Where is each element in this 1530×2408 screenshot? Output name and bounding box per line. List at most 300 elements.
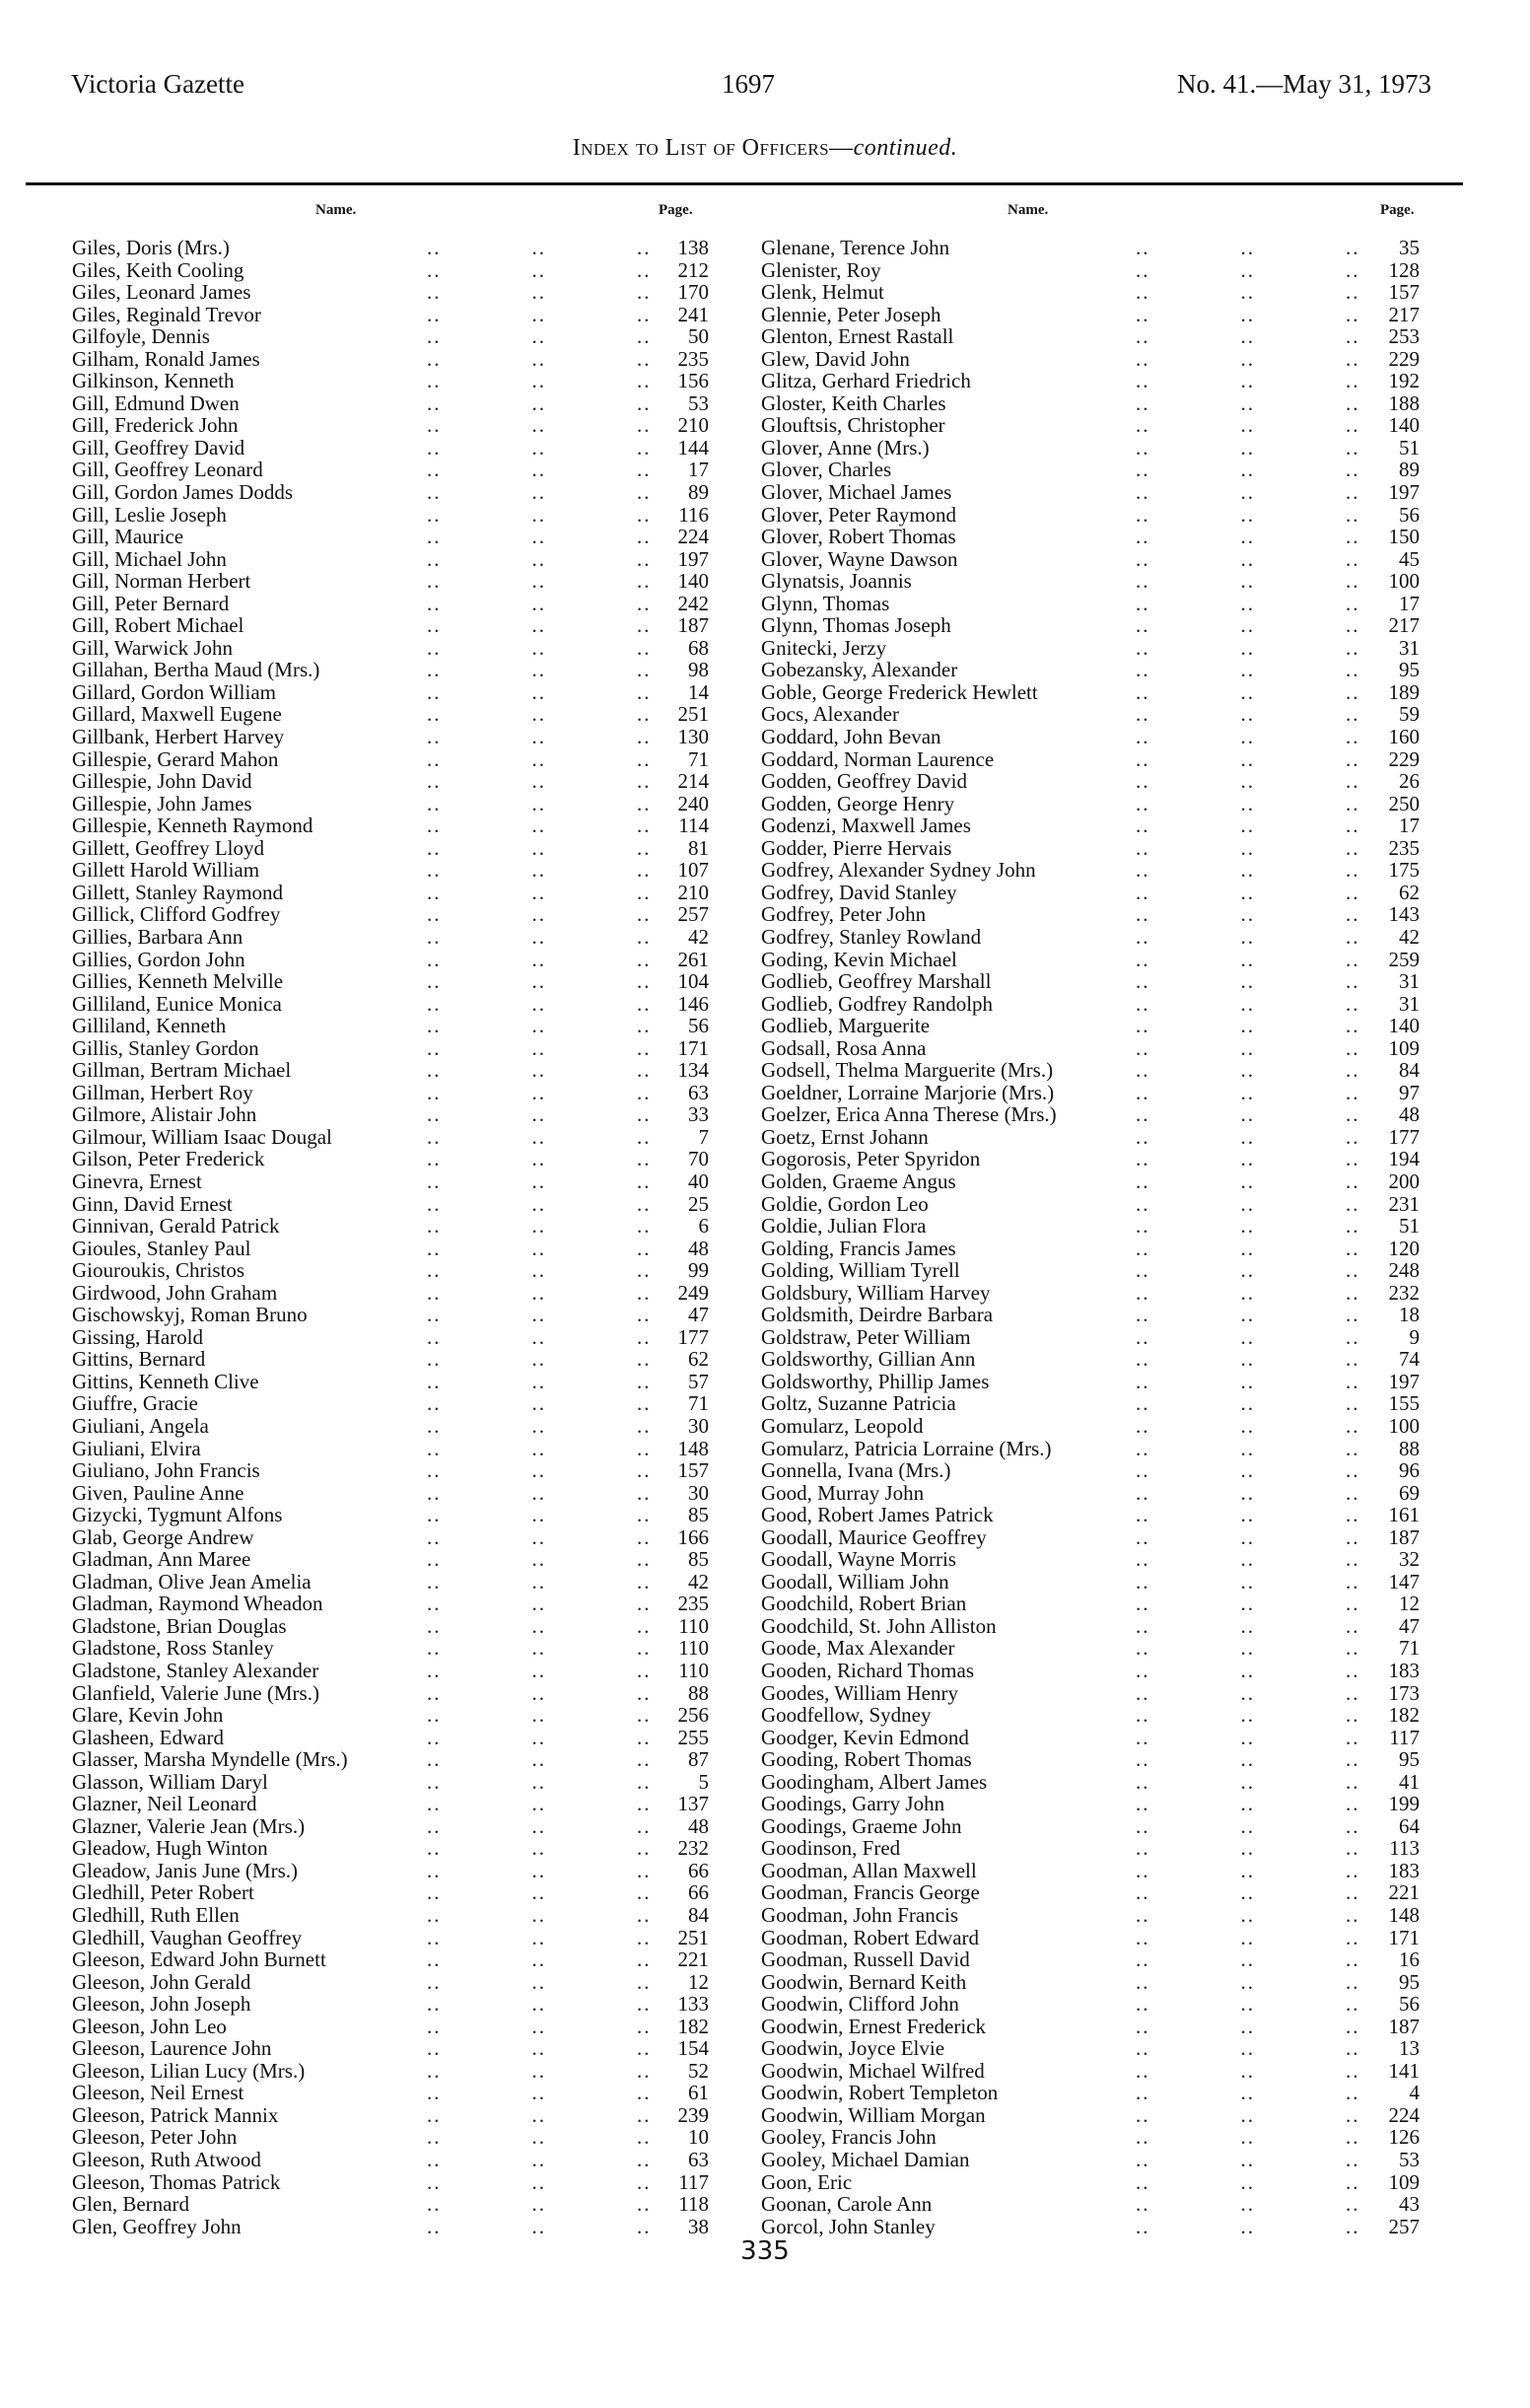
entry-page: 66	[688, 1880, 709, 1905]
entry-page: 197	[677, 546, 709, 571]
entry-name: Ginevra, Ernest	[72, 1169, 202, 1193]
entry-name: Goodall, Maurice Geoffrey	[761, 1524, 987, 1549]
dot-leader: .. .. ..	[427, 746, 652, 771]
index-entry	[761, 1392, 1420, 1415]
entry-name: Gleeson, Neil Ernest	[72, 2081, 244, 2105]
entry-name: Good, Murray John	[761, 1480, 925, 1505]
entry-page: 33	[688, 1102, 709, 1127]
dot-leader: .. .. ..	[1136, 1747, 1360, 1772]
entry-page: 4	[1409, 2081, 1420, 2105]
index-entry	[72, 2016, 709, 2038]
entry-page: 177	[1388, 1124, 1420, 1149]
dot-leader: .. .. ..	[1136, 1169, 1360, 1193]
entry-page: 14	[688, 679, 709, 704]
entry-page: 188	[1388, 390, 1420, 415]
dot-leader: .. .. ..	[427, 435, 652, 460]
index-entry	[72, 993, 709, 1016]
entry-name: Ginnivan, Gerald Patrick	[72, 1214, 280, 1239]
index-entry	[761, 1727, 1420, 1749]
index-entry	[761, 1415, 1420, 1438]
dot-leader: .. .. ..	[427, 1992, 652, 2017]
entry-page: 126	[1388, 2125, 1420, 2150]
entry-page: 42	[1399, 924, 1420, 949]
index-entry	[72, 637, 709, 660]
index-entry	[761, 1793, 1420, 1815]
dot-leader: .. .. ..	[427, 635, 652, 660]
index-entry	[761, 370, 1420, 392]
index-entry	[72, 1438, 709, 1460]
index-entry	[761, 481, 1420, 504]
entry-name: Godden, Geoffrey David	[761, 769, 967, 794]
entry-name: Gladman, Ann Maree	[72, 1547, 251, 1572]
dot-leader: .. .. ..	[427, 1636, 652, 1661]
entry-name: Gillick, Clifford Godfrey	[72, 902, 281, 927]
dot-leader: .. .. ..	[427, 702, 652, 727]
entry-page: 48	[688, 1813, 709, 1838]
index-entry	[761, 504, 1420, 527]
dot-leader: .. .. ..	[1136, 769, 1360, 794]
dot-leader: .. .. ..	[1136, 1058, 1360, 1083]
entry-page: 161	[1388, 1503, 1420, 1527]
index-entry	[72, 814, 709, 837]
dot-leader: .. .. ..	[427, 835, 652, 860]
entry-name: Goodwin, Bernard Keith	[761, 1969, 967, 1994]
dot-leader: .. .. ..	[427, 880, 652, 904]
entry-name: Giles, Leonard James	[72, 280, 251, 305]
index-entry	[761, 970, 1420, 993]
entry-page: 48	[688, 1236, 709, 1260]
entry-name: Gill, Norman Herbert	[72, 569, 251, 594]
entry-page: 144	[677, 435, 709, 460]
entry-name: Glover, Peter Raymond	[761, 502, 957, 527]
dot-leader: .. .. ..	[1136, 1969, 1360, 1994]
entry-name: Glitza, Gerhard Friedrich	[761, 369, 971, 393]
dot-leader: .. .. ..	[1136, 2125, 1360, 2150]
entry-page: 69	[1399, 1480, 1420, 1505]
section-title-suffix: continued.	[853, 135, 958, 161]
index-entry	[761, 1148, 1420, 1170]
index-entry	[761, 1326, 1420, 1349]
index-entry	[761, 548, 1420, 571]
entry-page: 134	[677, 1058, 709, 1083]
entry-page: 120	[1388, 1236, 1420, 1260]
dot-leader: .. .. ..	[427, 569, 652, 594]
left-name-header: Name.	[315, 202, 357, 218]
entry-page: 251	[677, 702, 709, 727]
entry-name: Gogorosis, Peter Spyridon	[761, 1147, 981, 1171]
dot-leader: .. .. ..	[1136, 1147, 1360, 1171]
index-entry	[72, 1948, 709, 1971]
dot-leader: .. .. ..	[1136, 236, 1360, 259]
dot-leader: .. .. ..	[1136, 1813, 1360, 1838]
dot-leader: .. .. ..	[427, 1436, 652, 1460]
index-entry	[72, 1059, 709, 1082]
entry-name: Goodingham, Albert James	[761, 1769, 988, 1794]
entry-page: 210	[677, 880, 709, 904]
dot-leader: .. .. ..	[1136, 1258, 1360, 1283]
index-entry	[72, 903, 709, 926]
index-entry	[72, 2126, 709, 2149]
entry-name: Glouftsis, Christopher	[761, 413, 945, 438]
entry-page: 109	[1388, 2169, 1420, 2194]
entry-name: Gill, Geoffrey Leonard	[72, 458, 263, 482]
dot-leader: .. .. ..	[427, 2125, 652, 2150]
entry-page: 7	[698, 1124, 709, 1149]
entry-name: Gledhill, Vaughan Geoffrey	[72, 1925, 303, 1949]
entry-name: Godenzi, Maxwell James	[761, 814, 971, 838]
entry-name: Godfrey, David Stanley	[761, 880, 957, 904]
index-entry	[72, 1881, 709, 1904]
dot-leader: .. .. ..	[1136, 835, 1360, 860]
entry-name: Gilmour, William Isaac Dougal	[72, 1124, 332, 1149]
dot-leader: .. .. ..	[1136, 1858, 1360, 1882]
entry-name: Gittins, Kenneth Clive	[72, 1369, 259, 1393]
index-entry	[761, 1548, 1420, 1571]
entry-page: 157	[1388, 280, 1420, 305]
entry-page: 249	[677, 1280, 709, 1305]
entry-page: 231	[1388, 1191, 1420, 1216]
entry-name: Glazner, Neil Leonard	[72, 1792, 257, 1816]
index-entry	[761, 1282, 1420, 1305]
entry-page: 150	[1388, 525, 1420, 549]
entry-name: Goodings, Graeme John	[761, 1813, 962, 1838]
entry-page: 97	[1399, 1080, 1420, 1104]
index-entry	[761, 437, 1420, 460]
index-entry	[761, 1860, 1420, 1882]
entry-page: 70	[688, 1147, 709, 1171]
entry-name: Golding, William Tyrell	[761, 1258, 960, 1283]
dot-leader: .. .. ..	[1136, 2192, 1360, 2217]
dot-leader: .. .. ..	[1136, 1703, 1360, 1728]
entry-page: 255	[677, 1725, 709, 1749]
dot-leader: .. .. ..	[1136, 324, 1360, 349]
dot-leader: .. .. ..	[427, 1214, 652, 1239]
index-entry	[761, 526, 1420, 548]
entry-name: Gillett Harold William	[72, 858, 260, 883]
index-entry	[761, 1526, 1420, 1549]
entry-name: Gillespie, John David	[72, 769, 252, 794]
index-entry	[761, 1037, 1420, 1060]
index-entry	[761, 2016, 1420, 2038]
index-entry	[72, 237, 709, 259]
entry-name: Gill, Robert Michael	[72, 613, 244, 638]
index-entry	[72, 1015, 709, 1037]
dot-leader: .. .. ..	[1136, 1880, 1360, 1905]
entry-name: Giles, Doris (Mrs.)	[72, 236, 230, 259]
entry-name: Godder, Pierre Hervais	[761, 835, 952, 860]
entry-page: 140	[1388, 413, 1420, 438]
entry-name: Gorcol, John Stanley	[761, 2214, 936, 2238]
entry-page: 171	[1388, 1925, 1420, 1949]
entry-page: 85	[688, 1503, 709, 1527]
index-entry	[72, 1348, 709, 1371]
entry-page: 140	[677, 569, 709, 594]
dot-leader: .. .. ..	[427, 390, 652, 415]
entry-name: Gomularz, Leopold	[761, 1413, 924, 1438]
dot-leader: .. .. ..	[427, 480, 652, 505]
entry-name: Glynatsis, Joannis	[761, 569, 912, 594]
entry-page: 140	[1388, 1014, 1420, 1038]
entry-page: 31	[1399, 991, 1420, 1016]
dot-leader: .. .. ..	[1136, 991, 1360, 1016]
entry-name: Gill, Leslie Joseph	[72, 502, 227, 527]
entry-page: 183	[1388, 1858, 1420, 1882]
dot-leader: .. .. ..	[1136, 1925, 1360, 1949]
issue-date: No. 41.—May 31, 1973	[1177, 69, 1431, 99]
index-entry	[761, 1971, 1420, 1994]
dot-leader: .. .. ..	[427, 2192, 652, 2217]
entry-page: 248	[1388, 1258, 1420, 1283]
dot-leader: .. .. ..	[427, 1347, 652, 1372]
entry-name: Gleadow, Janis June (Mrs.)	[72, 1858, 299, 1882]
dot-leader: .. .. ..	[427, 1903, 652, 1928]
dot-leader: .. .. ..	[1136, 1524, 1360, 1549]
dot-leader: .. .. ..	[427, 658, 652, 682]
entry-name: Golden, Graeme Angus	[761, 1169, 956, 1193]
entry-page: 16	[1399, 1948, 1420, 1972]
dot-leader: .. .. ..	[427, 2036, 652, 2061]
index-entry	[761, 770, 1420, 793]
entry-name: Gooden, Richard Thomas	[761, 1659, 974, 1682]
dot-leader: .. .. ..	[427, 2081, 652, 2105]
entry-name: Glynn, Thomas Joseph	[761, 613, 951, 638]
index-entry	[761, 748, 1420, 771]
entry-name: Goodwin, William Morgan	[761, 2102, 986, 2127]
entry-name: Glover, Charles	[761, 458, 892, 482]
entry-page: 87	[688, 1747, 709, 1772]
index-entry	[761, 1682, 1420, 1705]
dot-leader: .. .. ..	[1136, 1191, 1360, 1216]
entry-name: Goodchild, St. John Alliston	[761, 1613, 997, 1638]
entry-name: Gillett, Geoffrey Lloyd	[72, 835, 264, 860]
index-entry	[72, 1837, 709, 1860]
entry-name: Gill, Edmund Dwen	[72, 390, 240, 415]
entry-name: Glenton, Ernest Rastall	[761, 324, 954, 349]
entry-name: Goodman, Allan Maxwell	[761, 1858, 977, 1882]
entry-page: 229	[1388, 346, 1420, 371]
page-header	[71, 69, 1431, 108]
entry-page: 17	[1399, 814, 1420, 838]
entry-page: 71	[688, 746, 709, 771]
entry-name: Goodwin, Robert Templeton	[761, 2081, 999, 2105]
dot-leader: .. .. ..	[427, 1703, 652, 1728]
index-entry	[72, 1727, 709, 1749]
dot-leader: .. .. ..	[1136, 346, 1360, 371]
entry-page: 242	[677, 591, 709, 615]
index-entry	[72, 481, 709, 504]
index-entry	[72, 1615, 709, 1638]
entry-name: Goodings, Garry John	[761, 1792, 945, 1816]
entry-name: Glynn, Thomas	[761, 591, 890, 615]
dot-leader: .. .. ..	[1136, 302, 1360, 326]
entry-page: 214	[677, 769, 709, 794]
dot-leader: .. .. ..	[1136, 1769, 1360, 1794]
index-entry	[72, 1371, 709, 1393]
right-page-header: Page.	[1380, 202, 1415, 218]
dot-leader: .. .. ..	[1136, 947, 1360, 971]
dot-leader: .. .. ..	[427, 1769, 652, 1794]
entry-name: Goodman, Francis George	[761, 1880, 980, 1905]
entry-name: Godlieb, Geoffrey Marshall	[761, 969, 992, 994]
dot-leader: .. .. ..	[1136, 1369, 1360, 1393]
entry-page: 128	[1388, 257, 1420, 282]
dot-leader: .. .. ..	[1136, 1413, 1360, 1438]
dot-leader: .. .. ..	[427, 1792, 652, 1816]
index-entry	[761, 637, 1420, 660]
entry-page: 17	[688, 458, 709, 482]
dot-leader: .. .. ..	[1136, 1792, 1360, 1816]
entry-name: Goldsworthy, Gillian Ann	[761, 1347, 976, 1372]
dot-leader: .. .. ..	[427, 1102, 652, 1127]
dot-leader: .. .. ..	[427, 1747, 652, 1772]
index-entry	[72, 1215, 709, 1238]
dot-leader: .. .. ..	[1136, 1592, 1360, 1616]
entry-page: 257	[677, 902, 709, 927]
entry-name: Gillies, Gordon John	[72, 947, 245, 971]
index-entry	[761, 1371, 1420, 1393]
entry-name: Gnitecki, Jerzy	[761, 635, 887, 660]
entry-name: Goldsmith, Deirdre Barbara	[761, 1303, 994, 1327]
entry-name: Goodwin, Clifford John	[761, 1992, 959, 2017]
dot-leader: .. .. ..	[427, 2014, 652, 2038]
entry-page: 71	[1399, 1636, 1420, 1661]
entry-page: 116	[678, 502, 709, 527]
index-entry	[72, 770, 709, 793]
dot-leader: .. .. ..	[1136, 725, 1360, 749]
index-entry	[761, 1993, 1420, 2016]
index-entry	[761, 1126, 1420, 1149]
dot-leader: .. .. ..	[1136, 2058, 1360, 2083]
dot-leader: .. .. ..	[1136, 924, 1360, 949]
dot-leader: .. .. ..	[427, 1124, 652, 1149]
dot-leader: .. .. ..	[427, 1569, 652, 1594]
entry-page: 200	[1388, 1169, 1420, 1193]
entry-name: Goode, Max Alexander	[761, 1636, 955, 1661]
dot-leader: .. .. ..	[427, 947, 652, 971]
index-entry	[761, 1904, 1420, 1927]
index-entry	[761, 1238, 1420, 1260]
entry-name: Goodes, William Henry	[761, 1680, 958, 1705]
dot-leader: .. .. ..	[427, 902, 652, 927]
index-entry	[761, 814, 1420, 837]
index-entry	[72, 1571, 709, 1594]
entry-name: Glover, Michael James	[761, 480, 952, 505]
entry-name: Gillbank, Herbert Harvey	[72, 725, 285, 749]
index-entry	[761, 2126, 1420, 2149]
dot-leader: .. .. ..	[1136, 413, 1360, 438]
index-entry	[72, 1148, 709, 1170]
index-entry	[72, 1282, 709, 1305]
dot-leader: .. .. ..	[1136, 1503, 1360, 1527]
index-entry	[761, 1459, 1420, 1482]
entry-name: Gill, Michael John	[72, 546, 227, 571]
entry-name: Gill, Warwick John	[72, 635, 233, 660]
entry-name: Gill, Frederick John	[72, 413, 239, 438]
section-title	[0, 135, 1530, 162]
entry-name: Glab, George Andrew	[72, 1524, 254, 1549]
index-entry	[761, 1438, 1420, 1460]
entry-name: Gillis, Stanley Gordon	[72, 1035, 259, 1060]
entry-name: Glen, Bernard	[72, 2192, 189, 2217]
index-entry	[72, 1259, 709, 1282]
entry-name: Gledhill, Ruth Ellen	[72, 1903, 240, 1928]
dot-leader: .. .. ..	[1136, 1948, 1360, 1972]
entry-page: 192	[1388, 369, 1420, 393]
index-entry	[761, 2193, 1420, 2216]
entry-name: Goeldner, Lorraine Marjorie (Mrs.)	[761, 1080, 1055, 1104]
entry-page: 143	[1388, 902, 1420, 927]
entry-page: 137	[677, 1792, 709, 1816]
entry-name: Gleeson, Ruth Atwood	[72, 2148, 261, 2172]
entry-name: Goodwin, Michael Wilfred	[761, 2058, 985, 2083]
index-entry	[761, 2104, 1420, 2127]
dot-leader: .. .. ..	[427, 1858, 652, 1882]
entry-page: 74	[1399, 1347, 1420, 1372]
dot-leader: .. .. ..	[427, 1948, 652, 1972]
publication-name: Victoria Gazette	[71, 69, 245, 99]
dot-leader: .. .. ..	[427, 725, 652, 749]
index-entry	[72, 1971, 709, 1994]
entry-page: 95	[1399, 658, 1420, 682]
entry-page: 194	[1388, 1147, 1420, 1171]
index-entry	[761, 1615, 1420, 1638]
dot-leader: .. .. ..	[427, 1258, 652, 1283]
index-entry	[72, 1860, 709, 1882]
index-entry	[761, 837, 1420, 860]
entry-page: 224	[677, 525, 709, 549]
dot-leader: .. .. ..	[427, 1524, 652, 1549]
dot-leader: .. .. ..	[1136, 257, 1360, 282]
dot-leader: .. .. ..	[427, 1169, 652, 1193]
entry-name: Goelzer, Erica Anna Therese (Mrs.)	[761, 1102, 1057, 1127]
dot-leader: .. .. ..	[1136, 1303, 1360, 1327]
dot-leader: .. .. ..	[427, 2148, 652, 2172]
entry-page: 71	[688, 1391, 709, 1416]
entry-page: 229	[1388, 746, 1420, 771]
index-entry	[72, 570, 709, 593]
entry-page: 224	[1388, 2102, 1420, 2127]
index-entry	[72, 681, 709, 704]
entry-page: 41	[1399, 1769, 1420, 1794]
entry-page: 117	[678, 2169, 709, 2194]
index-entry	[72, 1548, 709, 1571]
entry-page: 47	[688, 1303, 709, 1327]
dot-leader: .. .. ..	[1136, 1725, 1360, 1749]
entry-page: 171	[677, 1035, 709, 1060]
dot-leader: .. .. ..	[1136, 1236, 1360, 1260]
dot-leader: .. .. ..	[427, 1413, 652, 1438]
entry-name: Giuffre, Gracie	[72, 1391, 198, 1416]
entry-page: 53	[1399, 2148, 1420, 2172]
index-entry	[72, 1748, 709, 1771]
entry-page: 43	[1399, 2192, 1420, 2217]
dot-leader: .. .. ..	[1136, 1836, 1360, 1861]
index-entry	[72, 526, 709, 548]
index-entry	[72, 1193, 709, 1216]
entry-name: Goldie, Julian Flora	[761, 1214, 927, 1239]
index-entry	[761, 859, 1420, 882]
entry-name: Gleeson, John Leo	[72, 2014, 227, 2038]
index-entry	[761, 2216, 1420, 2238]
entry-name: Giles, Keith Cooling	[72, 257, 244, 282]
entry-page: 177	[677, 1324, 709, 1349]
entry-name: Gillard, Gordon William	[72, 679, 276, 704]
entry-page: 99	[688, 1258, 709, 1283]
dot-leader: .. .. ..	[1136, 390, 1360, 415]
dot-leader: .. .. ..	[427, 591, 652, 615]
entry-name: Gocs, Alexander	[761, 702, 899, 727]
entry-name: Glare, Kevin John	[72, 1703, 224, 1728]
